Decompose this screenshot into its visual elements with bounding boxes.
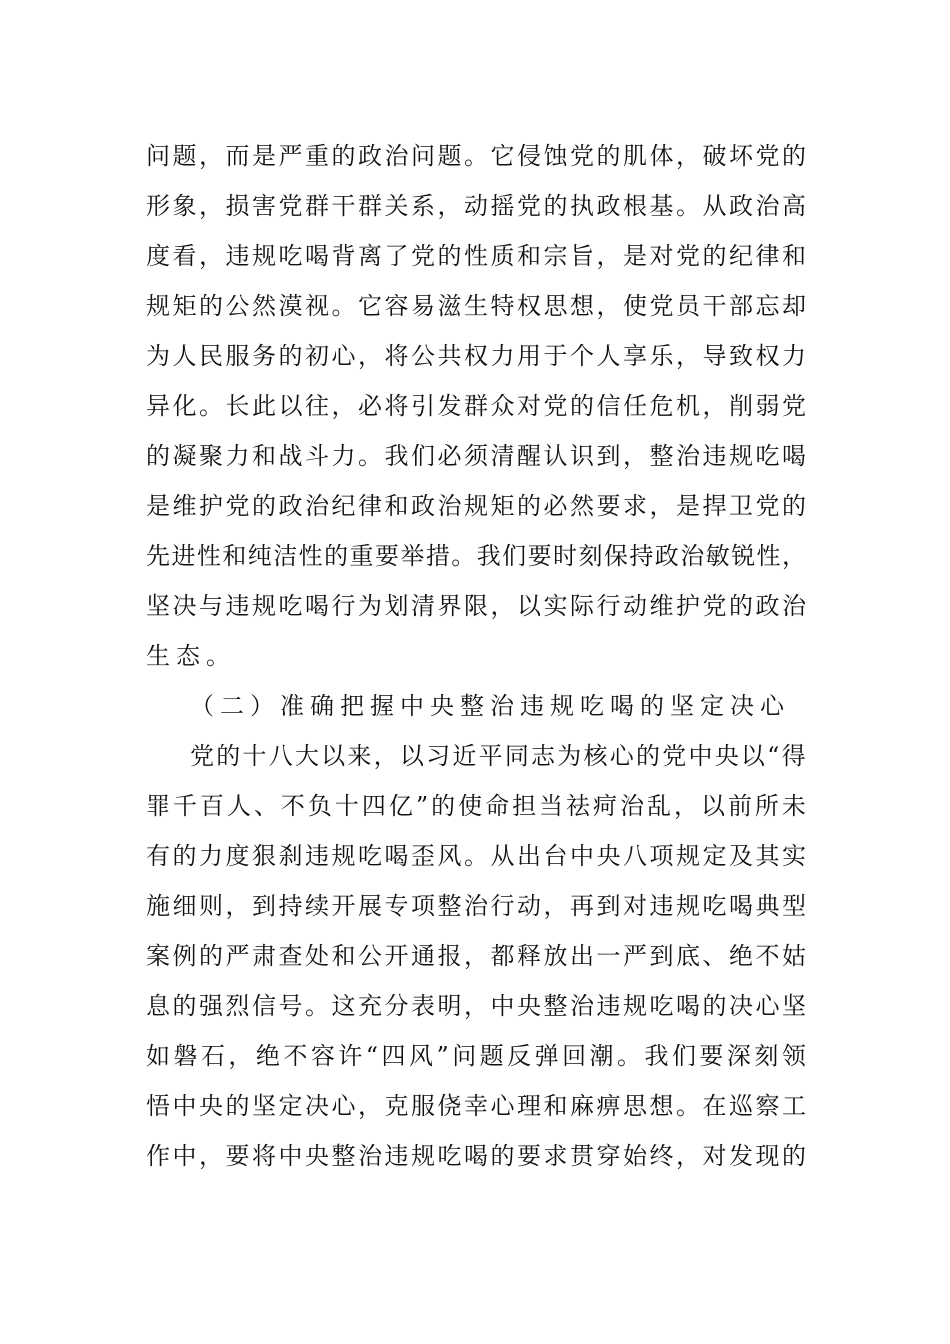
text-line: 如 磐 石 ， 绝 不 容 许 “ 四 风 ” 问 题 反 弹 回 潮 。 我 们 要 深 刻 领 [146,1042,806,1070]
text-line: 息 的 强 烈 信 号 。 这 充 分 表 明 ， 中 央 整 治 违 规 吃 喝 的 决 心 坚 [146,992,806,1020]
paragraph-first-line: 党 的 十 八 大 以 来 ， 以 习 近 平 同 志 为 核 心 的 党 中 央 以 “ 得 [190,742,806,770]
text-line: 悟 中 央 的 坚 定 决 心 ， 克 服 侥 幸 心 理 和 麻 痹 思 想 。 在 巡 察 工 [146,1092,806,1120]
text-line: 度 看 ， 违 规 吃 喝 背 离 了 党 的 性 质 和 宗 旨 ， 是 对 党 的 纪 律 和 [146,242,806,270]
text-line: 异 化 。 长 此 以 往 ， 必 将 引 发 群 众 对 党 的 信 任 危 机 ， 削 弱 党 [146,392,806,420]
text-line: 是 维 护 党 的 政 治 纪 律 和 政 治 规 矩 的 必 然 要 求 ， 是 捍 卫 党 的 [146,492,806,520]
text-line: 问 题 ， 而 是 严 重 的 政 治 问 题 。 它 侵 蚀 党 的 肌 体 ， 破 坏 党 的 [146,142,806,170]
section-heading: （ 二 ） 准 确 把 握 中 央 整 治 违 规 吃 喝 的 坚 定 决 心 [190,692,784,720]
text-line: 规 矩 的 公 然 漠 视 。 它 容 易 滋 生 特 权 思 想 ， 使 党 员 干 部 忘 却 [146,292,806,320]
text-line: 坚 决 与 违 规 吃 喝 行 为 划 清 界 限 ， 以 实 际 行 动 维 护 党 的 政 治 [146,592,806,620]
text-line: 施 细 则 ， 到 持 续 开 展 专 项 整 治 行 动 ， 再 到 对 违 规 吃 喝 典 型 [146,892,806,920]
text-line: 有 的 力 度 狠 刹 违 规 吃 喝 歪 风 。 从 出 台 中 央 八 项 规 定 及 其 实 [146,842,806,870]
text-line: 形 象 ， 损 害 党 群 干 群 关 系 ， 动 摇 党 的 执 政 根 基 。 从 政 治 高 [146,192,806,220]
text-line: 为 人 民 服 务 的 初 心 ， 将 公 共 权 力 用 于 个 人 享 乐 ， 导 致 权 力 [146,342,806,370]
text-line: 罪 千 百 人 、 不 负 十 四 亿 ” 的 使 命 担 当 祛 疴 治 乱 ， 以 前 所 未 [146,792,806,820]
text-line: 案 例 的 严 肃 查 处 和 公 开 通 报 ， 都 释 放 出 一 严 到 底 、 绝 不 姑 [146,942,806,970]
text-line: 先 进 性 和 纯 洁 性 的 重 要 举 措 。 我 们 要 时 刻 保 持 政 治 敏 锐 性 ， [146,542,806,570]
document-body [146,131,806,1181]
text-line: 的 凝 聚 力 和 战 斗 力 。 我 们 必 须 清 醒 认 识 到 ， 整 治 违 规 吃 喝 [146,442,806,470]
text-line: 生 态 。 [146,642,230,670]
text-line: 作 中 ， 要 将 中 央 整 治 违 规 吃 喝 的 要 求 贯 穿 始 终 ， 对 发 现 的 [146,1142,806,1170]
